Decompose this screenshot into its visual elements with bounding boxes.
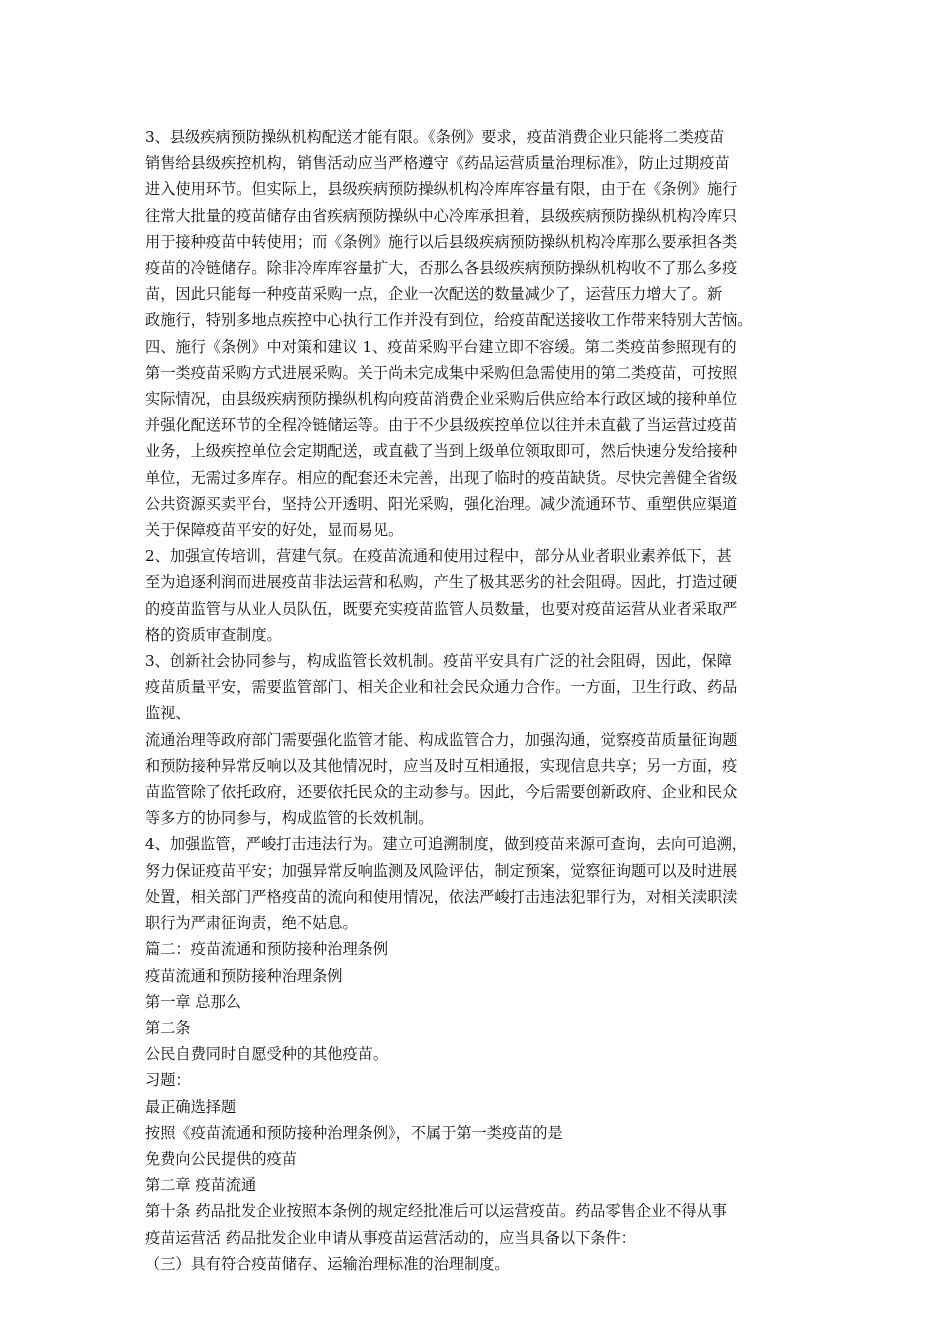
- text-line: 至为追逐利润而进展疫苗非法运营和私购，产生了极其恶劣的社会阻碍。因此，打造过硬: [145, 573, 738, 592]
- chapter-heading: 第二章 疫苗流通: [145, 1176, 257, 1195]
- text-line: 进入使用环节。但实际上，县级疾病预防操纵机构冷库库容量有限，由于在《条例》施行: [145, 180, 738, 199]
- text-line: 3、县级疾病预防操纵机构配送才能有限。《条例》要求，疫苗消费企业只能将二类疫苗: [145, 128, 725, 146]
- text-line: 疫苗运营活 药品批发企业申请从事疫苗运营活动的，应当具备以下条件：: [145, 1228, 636, 1247]
- text-line: 流通治理等政府部门需要强化监管才能、构成监管合力，加强沟通，觉察疫苗质量征询题: [145, 730, 738, 749]
- text-line: （三）具有符合疫苗储存、运输治理标准的治理制度。: [145, 1254, 510, 1273]
- text-line: 格的资质审查制度。: [145, 625, 282, 644]
- text-line: 第十条 药品批发企业按照本条例的规定经批准后可以运营疫苗。药品零售企业不得从事: [145, 1202, 727, 1221]
- text-line: 并强化配送环节的全程冷链储运等。由于不少县级疾控单位以往并未直截了当运营过疫苗: [145, 416, 738, 435]
- text-line: 处置，相关部门严格疫苗的流向和使用情况，依法严峻打击违法犯罪行为，对相关渎职渎: [145, 887, 738, 906]
- text-line: 疫苗的冷链储存。除非冷库库容量扩大，否那么各县级疾病预防操纵机构收不了那么多疫: [145, 259, 738, 278]
- text-line: 2、加强宣传培训，营建气氛。在疫苗流通和使用过程中，部分从业者职业素养低下，甚: [145, 547, 732, 566]
- text-line: 实际情况，由县级疾病预防操纵机构向疫苗消费企业采购后供应给本行政区域的接种单位: [145, 390, 738, 409]
- text-line: 四、施行《条例》中对策和建议 1、疫苗采购平台建立即不容缓。第二类疫苗参照现有的: [145, 337, 737, 356]
- section-heading: 篇二：疫苗流通和预防接种治理条例: [145, 940, 388, 959]
- text-line: 3、创新社会协同参与，构成监管长效机制。疫苗平安具有广泛的社会阻碍，因此，保障: [145, 652, 732, 671]
- text-line: 业务，上级疾控单位会定期配送，或直截了当到上级单位领取即可，然后快速分发给接种: [145, 442, 738, 461]
- article-heading: 第二条: [145, 1018, 191, 1037]
- text-line: 免费向公民提供的疫苗: [145, 1149, 297, 1168]
- text-line: 和预防接种异常反响以及其他情况时，应当及时互相通报，实现信息共享；另一方面，疫: [145, 756, 738, 775]
- chapter-heading: 第一章 总那么: [145, 992, 241, 1011]
- text-line: 努力保证疫苗平安；加强异常反响监测及风险评估，制定预案，觉察征询题可以及时进展: [145, 861, 738, 880]
- text-line: 习题：: [145, 1071, 191, 1090]
- text-line: 用于接种疫苗中转使用；而《条例》施行以后县级疾病预防操纵机构冷库那么要承担各类: [145, 232, 738, 251]
- text-line: 公民自费同时自愿受种的其他疫苗。: [145, 1045, 388, 1064]
- text-line: 苗，因此只能每一种疫苗采购一点，企业一次配送的数量减少了，运营压力增大了。新: [145, 285, 723, 304]
- text-line: 销售给县级疾控机构，销售活动应当严格遵守《药品运营质量治理标准》，防止过期疫苗: [145, 154, 730, 173]
- text-line: 4、加强监管，严峻打击违法行为。建立可追溯制度，做到疫苗来源可查询，去向可追溯，: [145, 835, 747, 854]
- text-line: 疫苗质量平安，需要监管部门、相关企业和社会民众通力合作。一方面，卫生行政、药品: [145, 678, 738, 697]
- text-line: 第一类疫苗采购方式进展采购。关于尚未完成集中采购但急需使用的第二类疫苗，可按照: [145, 363, 738, 382]
- text-line: 公共资源买卖平台，坚持公开透明、阳光采购，强化治理。减少流通环节、重塑供应渠道: [145, 494, 738, 513]
- text-line: 政施行，特别多地点疾控中心执行工作并没有到位，给疫苗配送接收工作带来特别大苦恼。: [145, 311, 753, 330]
- text-line: 关于保障疫苗平安的好处，显而易见。: [145, 521, 404, 540]
- text-line: 职行为严肃征询责，绝不姑息。: [145, 914, 358, 933]
- text-line: 监视、: [145, 704, 191, 723]
- text-line: 单位，无需过多库存。相应的配套还未完善，出现了临时的疫苗缺货。尽快完善健全省级: [145, 468, 738, 487]
- text-line: 往常大批量的疫苗储存由省疾病预防操纵中心冷库承担着，县级疾病预防操纵机构冷库只: [145, 206, 738, 225]
- text-line: 苗监管除了依托政府，还要依托民众的主动参与。因此，今后需要创新政府、企业和民众: [145, 783, 738, 802]
- text-line: 等多方的协同参与，构成监管的长效机制。: [145, 809, 434, 828]
- document-body: [145, 124, 825, 1277]
- document-title: 疫苗流通和预防接种治理条例: [145, 966, 343, 985]
- text-line: 最正确选择题: [145, 1097, 237, 1116]
- text-line: 的疫苗监管与从业人员队伍，既要充实疫苗监管人员数量，也要对疫苗运营从业者采取严: [145, 599, 738, 618]
- text-line: 按照《疫苗流通和预防接种治理条例》，不属于第一类疫苗的是: [145, 1123, 563, 1142]
